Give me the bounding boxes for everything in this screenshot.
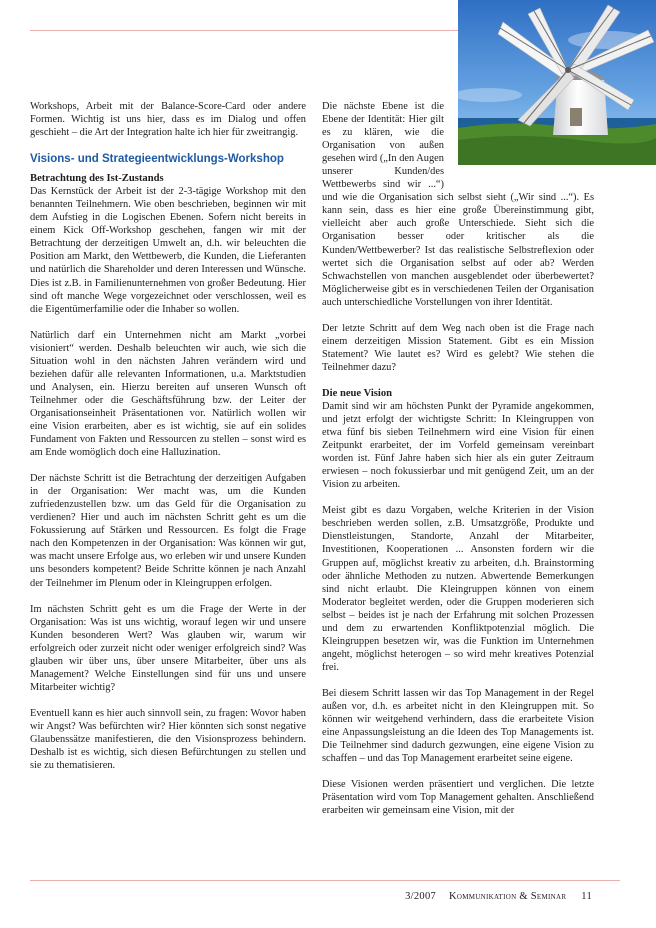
issue-number: 3/2007 [405, 891, 437, 902]
intro-paragraph: Workshops, Arbeit mit der Balance-Score-Card oder andere Formen. Wichtig ist uns hier, dass es im Dialog und offen geschieht – die Art der Integration halte ich hier für zweitrangig. [30, 101, 306, 139]
right-column [322, 100, 594, 817]
subheading-ist-zustand: Betrachtung des Ist-Zustands [30, 173, 164, 185]
page-number: 11 [581, 891, 592, 902]
paragraph: Eventuell kann es hier auch sinnvoll sein, zu fragen: Wovor haben wir Angst? Was befürchten wir? Hier könnten sich sonst negative Glaubenssätze manifestieren, die den Visionsprozess behindern. Deshalb ist es wichtig, sich diesen Befürchtungen zu stellen und sie zu thematisieren. [30, 707, 306, 772]
paragraph: Damit sind wir am höchsten Punkt der Pyramide angekommen, und jetzt erfolgt der wichtigste Schritt: In Kleingruppen von etwa fünf bis sieben Teilnehmern wird eine Vision für einen Zeitpunkt erarbeitet, der im Vorfeld gemeinsam vereinbart worden ist. Fünf Jahre haben sich hier als ein guter Zeitraum erwiesen – noch fokussierbar und mit genügend Zeit, um an der Vision zu arbeiten. [322, 400, 594, 491]
paragraph: Der nächste Schritt ist die Betrachtung der derzeitigen Aufgaben in der Organisation: Wer macht was, um die Kunden zufriedenzustellen bzw. um das Geld für die Organisation zu verdienen? Hier und auch im nächsten Schritt geht es um die Fokussierung auf Stärken und Ressourcen. Es folgt die Frage nach den Kompetenzen in der Organisation: Was können wir gut, was macht unsere Erfolge aus, wo erleben wir und unsere Kunden uns besonders kompetent? Beide Schritte können je nach Anzahl der Teilnehmer im Plenum oder in Kleingruppen erfolgen. [30, 473, 306, 589]
top-rule [30, 30, 458, 31]
bottom-rule [30, 880, 620, 881]
paragraph: Das Kernstück der Arbeit ist der 2-3-tägige Workshop mit den benannten Teilnehmern. Wie oben beschrieben, beginnen wir mit dem Aufstieg in die Logischen Ebenen. Sofern nicht bereits in einem Kick Off-Workshop geschehen, fangen wir mit der Betrachtung der derzeitigen Umwelt an, d.h. wir beleuchten die Position am Markt, den Wettbewerb, die Kunden, die Lieferanten und natürlich die Shareholder und deren Interessen und Wünsche. Dies ist z.B. in Familienunternehmen von großer Bedeutung. Hier sind oft manche Wege vorgezeichnet oder verschlossen, weil es die Eigentümerfamilie oder die Inhaber so wollen. [30, 186, 306, 315]
paragraph: Natürlich darf ein Unternehmen nicht am Markt „vorbei visioniert“ werden. Deshalb beleuchten wir auch, wie sich die Situation wohl in den nächsten Jahren verändern wird und beziehen dafür alle relevanten Informationen, u.a. Marktstudien und Analysen, ein. Hierzu bereiten auf unseren Wunsch oft Teilnehmer oder die Geschäftsführung bzw. der Leiter der Organisationseinheit Präsentationen vor. Natürlich wollen wir eine Vision erarbeiten, aber es ist wichtig, sie auf ein solides Fundament von Fakten und Ressourcen zu stellen – sonst wird es am Ende womöglich doch eine Halluzination. [30, 329, 306, 459]
image-wrap-space [444, 100, 594, 180]
paragraph: Bei diesem Schritt lassen wir das Top Management in der Regel außen vor, d.h. es arbeitet nicht in den Kleingruppen mit. So können wir weitgehend verhindern, dass die erarbeitete Vision eine Anpassungsleistung an die Ideen des Top Managements ist. Die Teilnehmer sind dadurch gezwungen, eine eigene Vision zu schaffen – und das Top Management erarbeitet seine eigene. [322, 687, 594, 765]
magazine-title: Kommunikation & Seminar [448, 891, 567, 902]
paragraph: Meist gibt es dazu Vorgaben, welche Kriterien in der Vision beschrieben werden sollen, z.B. Umsatzgröße, Produkte und Dienstleistungen, Standorte, Anzahl der Mitarbeiter, Investitionen, Kooperationen ... Ansonsten fordern wir die Gruppen auf, möglichst kreativ zu arbeiten, d.h. Brainstorming oder ähnliche Methoden zu nutzen. Abwertende Bemerkungen sind nicht erlaubt. Die Kleingruppen können von einem Moderator begleitet werden, oder die Gruppen moderieren sich selbst – beides ist je nach der Erfahrung mit solchen Prozessen und dem zu erwartenden Konfliktpotenzial möglich. Die Kleingruppen besetzen wir, was die Funktion im Unternehmen angeht, möglichst heterogen – so wird mehr kreatives Potenzial frei. [322, 505, 594, 673]
subheading-neue-vision: Die neue Vision [322, 387, 393, 399]
left-column [30, 100, 306, 772]
paragraph: Im nächsten Schritt geht es um die Frage der Werte in der Organisation: Was ist uns wichtig, worauf legen wir und unsere Kunden besonderen Wert? Was glauben wir, warum wir erfolgreich oder zurzeit nicht oder weniger erfolgreich sind? Was glauben wir über uns, über unsere Mitarbeiter, über uns als Management? Welche Einstellungen sind für uns und unsere Mitarbeiter wichtig? [30, 603, 306, 693]
page-footer [300, 891, 592, 902]
paragraph: Der letzte Schritt auf dem Weg nach oben ist die Frage nach einem derzeitigen Mission Statement. Gibt es ein Mission Statement? Wie lautet es? Wird es gelebt? Wie stehen die Teilnehmer dazu? [322, 322, 594, 373]
paragraph: Die nächste Ebene ist die Ebene der Identität: Hier gilt es zu klären, wie die Organisation von außen gesehen wird („In den Augen unserer Kunden/des Wettbewerbs sind wir ...“) und wie die Organisation sich selbst sieht („Wir sind ...“). Es kann sein, dass es hier eine große Übereinstimmung gibt, vielleicht aber auch große Unterschiede. Sieht sich die Organisation besser oder kritischer als die Kunden/Wettbewerber? Ist das realistische Selbstreflexion oder wertet sich die Organisation selbst auf oder ab? Werden Schwachstellen von manchen ausgeblendet oder überbewertet? Möglicherweise gibt es in verschiedenen Teilen der Organisation auch unterschiedliche Vorstellungen von ihrer Identität. [322, 101, 594, 308]
section-heading: Visions- und Strategieentwicklungs-Workshop [30, 153, 284, 166]
paragraph: Diese Visionen werden präsentiert und verglichen. Die letzte Präsentation wird vom Top Management gehalten. Anschließend erarbeiten wir gemeinsam eine Vision, mit der [322, 779, 594, 817]
